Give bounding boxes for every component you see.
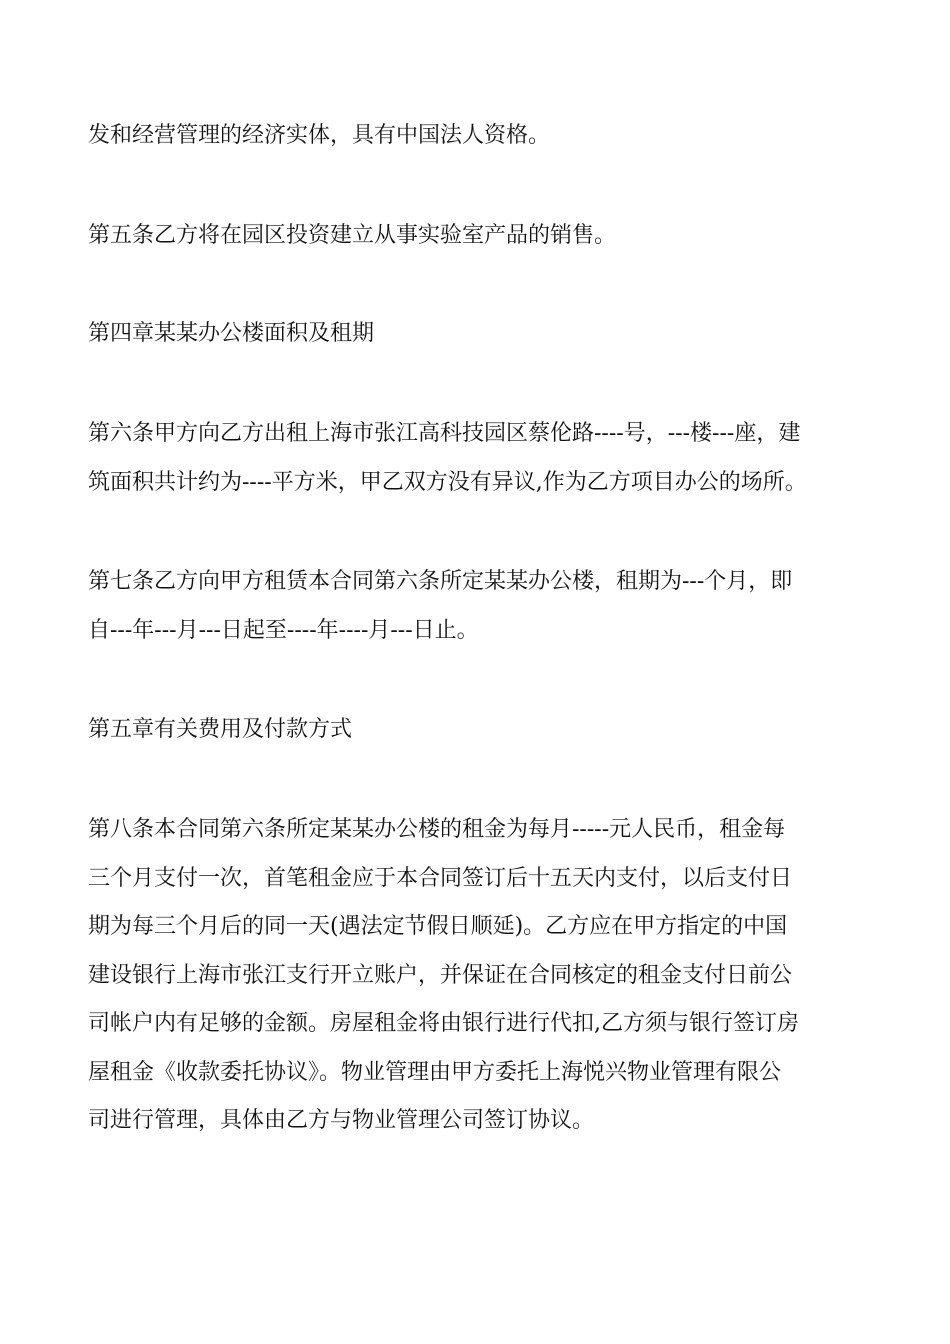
- paragraph-line: 发和经营管理的经济实体，具有中国法人资格。: [88, 123, 551, 148]
- paragraph-article-5: [88, 212, 864, 261]
- paragraph-legal-entity: [88, 112, 864, 161]
- paragraph-line: 筑面积共计约为----平方米，甲乙双方没有异议,作为乙方项目办公的场所。: [88, 469, 807, 495]
- paragraph-line: 司进行管理，具体由乙方与物业管理公司签订协议。: [88, 1108, 595, 1133]
- chapter-4-heading: [88, 310, 864, 359]
- paragraph-article-7: [88, 558, 864, 655]
- paragraph-line: 三个月支付一次，首笔租金应于本合同签订后十五天内支付，以后支付日: [88, 865, 793, 891]
- paragraph-line: 自---年---月---日起至----年----月---日止。: [88, 617, 479, 643]
- paragraph-line: 第四章某某办公楼面积及租期: [88, 321, 375, 346]
- paragraph-article-8: [88, 806, 864, 1146]
- paragraph-line: 司帐户内有足够的金额。房屋租金将由银行进行代扣,乙方须与银行签订房: [88, 1011, 799, 1036]
- paragraph-line: 屋租金《收款委托协议》。物业管理由甲方委托上海悦兴物业管理有限公: [88, 1059, 782, 1085]
- paragraph-article-6: [88, 410, 864, 507]
- paragraph-line: 第八条本合同第六条所定某某办公楼的租金为每月-----元人民币，租金每: [88, 817, 786, 842]
- paragraph-line: 第五条乙方将在园区投资建立从事实验室产品的销售。: [88, 223, 617, 248]
- paragraph-line: 第五章有关费用及付款方式: [88, 717, 353, 742]
- paragraph-line: 第六条甲方向乙方出租上海市张江高科技园区蔡伦路----号，---楼---座，建: [88, 421, 801, 446]
- paragraph-line: 第七条乙方向甲方租赁本合同第六条所定某某办公楼，租期为---个月，即: [88, 569, 793, 594]
- paragraph-line: 期为每三个月后的同一天(遇法定节假日顺延)。乙方应在甲方指定的中国: [88, 914, 788, 939]
- chapter-5-heading: [88, 706, 864, 755]
- paragraph-line: 建设银行上海市张江支行开立账户，并保证在合同核定的租金支付日前公: [88, 962, 793, 988]
